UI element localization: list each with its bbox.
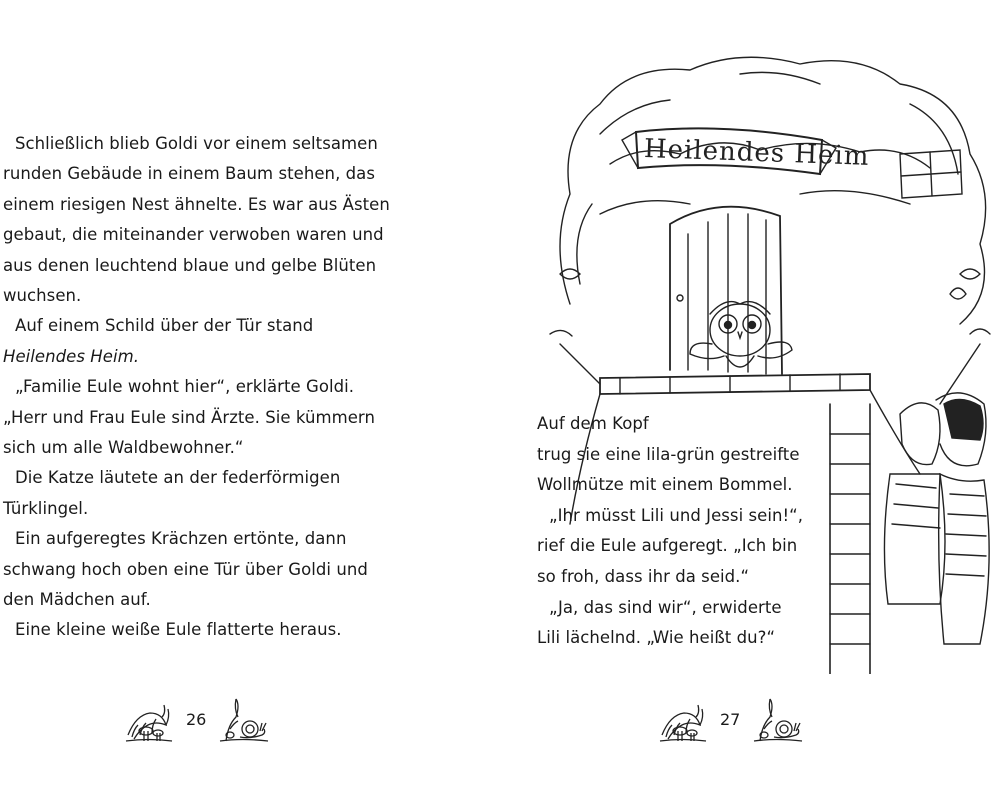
snail-ornament-icon <box>216 695 270 743</box>
page-number: 26 <box>186 709 207 729</box>
text-line: so froh, dass ihr da seid.“ <box>537 567 750 586</box>
text-line: „Ihr müsst Lili und Jessi sein!“, <box>549 505 804 525</box>
text-line: wuchsen. <box>3 286 82 305</box>
text-line: Lili lächelnd. „Wie heißt du?“ <box>537 628 776 648</box>
text-line: Wollmütze mit einem Bommel. <box>537 475 793 495</box>
text-line: Eine kleine weiße Eule flatterte heraus. <box>15 620 342 640</box>
right-page <box>500 0 1000 800</box>
text-line: gebaut, die miteinander verwoben waren und <box>3 225 384 245</box>
text-line: Auf einem Schild über der Tür stand <box>15 316 314 336</box>
text-line: Ein aufgeregtes Krächzen ertönte, dann <box>15 529 347 549</box>
text-line: „Ja, das sind wir“, erwiderte <box>549 597 782 617</box>
page-number: 27 <box>720 709 741 729</box>
text-line: Heilendes Heim. <box>3 346 140 366</box>
right-page-footer <box>656 692 804 746</box>
text-line: Die Katze läutete an der federförmigen <box>15 468 341 488</box>
text-line: den Mädchen auf. <box>3 590 151 609</box>
left-page-footer <box>122 692 270 746</box>
text-line: Auf dem Kopf <box>537 414 649 433</box>
text-line: runden Gebäude in einem Baum stehen, das <box>3 164 375 184</box>
text-line: rief die Eule aufgeregt. „Ich bin <box>537 536 798 556</box>
mushroom-ornament-icon <box>656 695 710 743</box>
snail-ornament-icon <box>750 695 804 743</box>
text-line: Schließlich blieb Goldi vor einem seltsamen <box>15 134 378 153</box>
text-line: sich um alle Waldbewohner.“ <box>3 438 244 457</box>
text-line: Türklingel. <box>3 498 89 518</box>
text-line: trug sie eine lila-grün gestreifte <box>537 444 800 464</box>
text-line: „Familie Eule wohnt hier“, erklärte Goldi. <box>15 377 355 397</box>
text-line: „Herr und Frau Eule sind Ärzte. Sie kümmern <box>3 407 375 427</box>
text-line: schwang hoch oben eine Tür über Goldi und <box>3 559 368 579</box>
sign-text: Heilendes Heim <box>643 134 870 172</box>
text-line: einem riesigen Nest ähnelte. Es war aus Ästen <box>3 194 390 214</box>
text-line: aus denen leuchtend blaue und gelbe Blüten <box>3 255 377 275</box>
mushroom-ornament-icon <box>122 695 176 743</box>
